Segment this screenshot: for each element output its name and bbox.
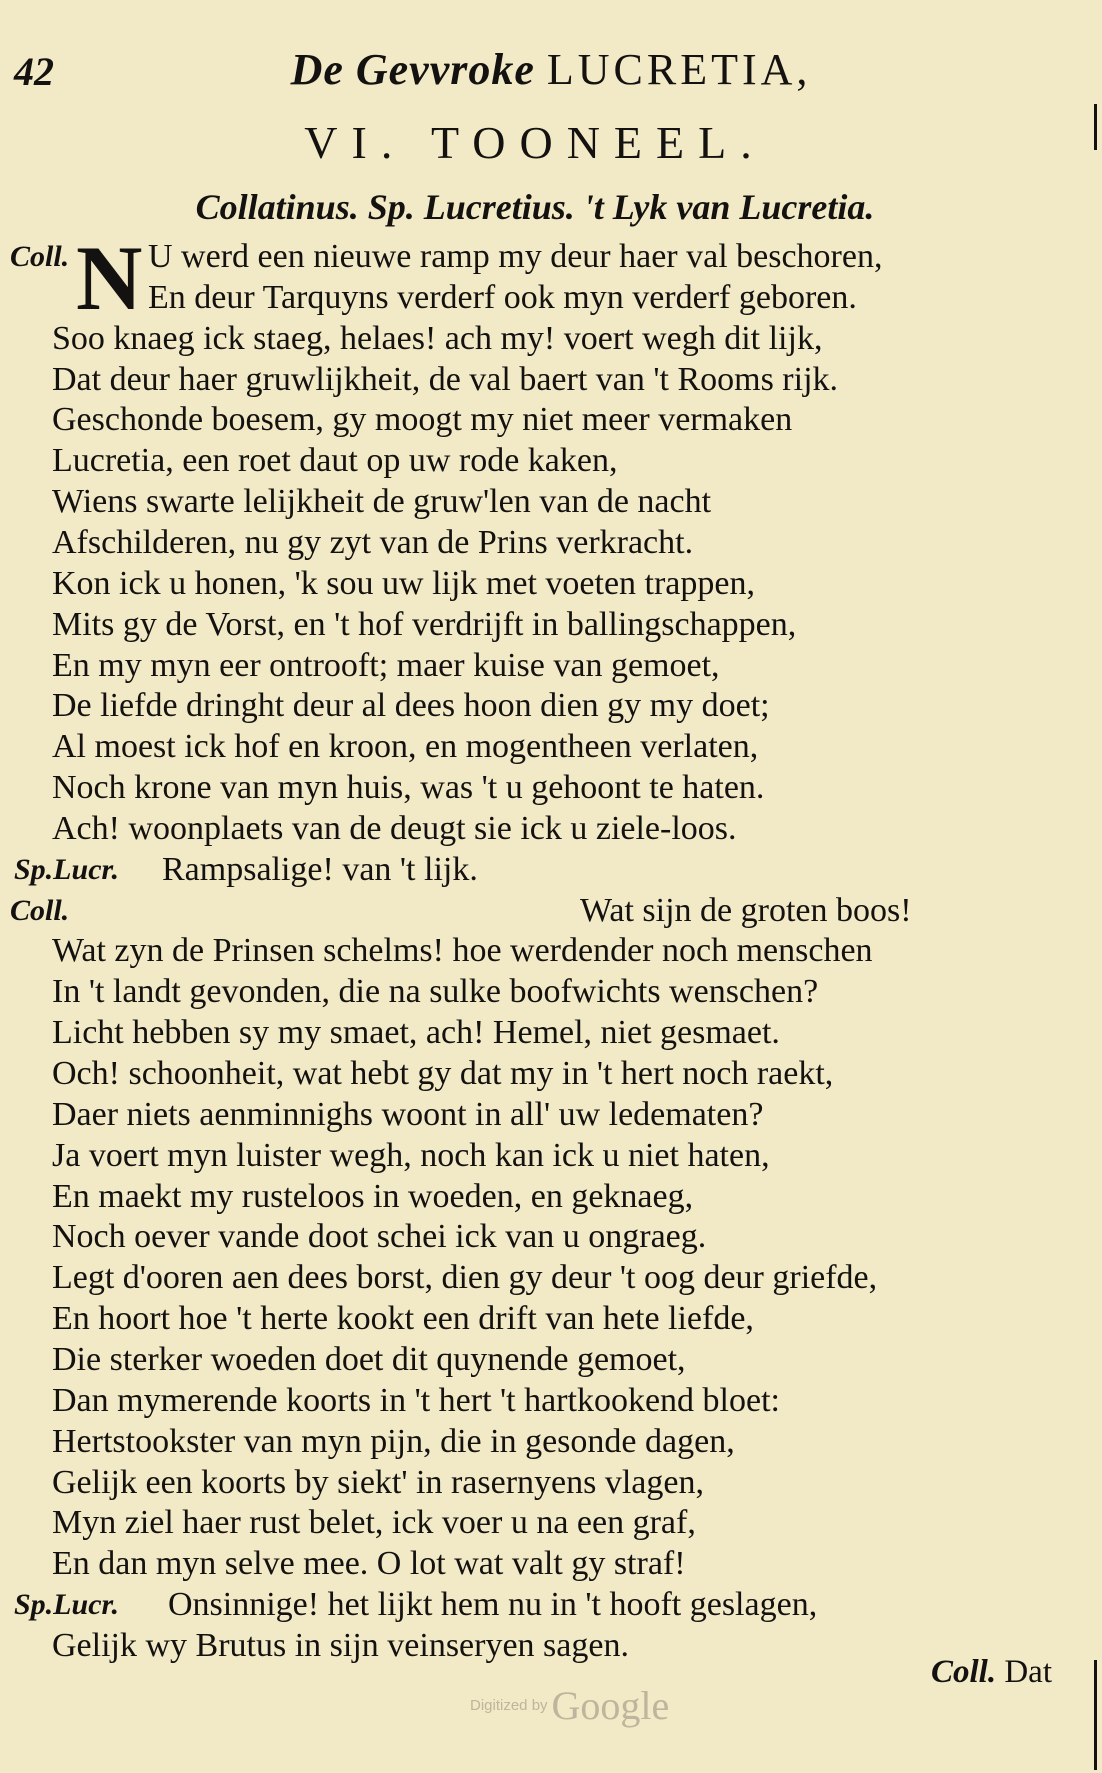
speaker-label: Coll. bbox=[10, 240, 70, 273]
verse-line: Gelijk wy Brutus in sijn veinseryen sagen. bbox=[52, 1626, 629, 1664]
verse-line: En my myn eer ontrooft; maer kuise van gemoet, bbox=[52, 646, 720, 684]
verse-line: Dat deur haer gruwlijkheit, de val baert van 't Rooms rijk. bbox=[52, 360, 839, 398]
google-logo: Google bbox=[551, 1683, 670, 1728]
verse-line: En hoort hoe 't herte kookt een drift van hete liefde, bbox=[52, 1300, 754, 1338]
speaker-label: Sp.Lucr. bbox=[14, 852, 120, 886]
speaker-label: Sp.Lucr. bbox=[14, 1588, 120, 1622]
verse-line: Myn ziel haer rust belet, ick voer u na een graf, bbox=[52, 1504, 696, 1542]
verse-line: Wat zyn de Prinsen schelms! hoe werdender noch menschen bbox=[52, 932, 873, 970]
page-number: 42 bbox=[14, 49, 54, 94]
verse-line: Och! schoonheit, wat hebt gy dat my in 't hert noch raekt, bbox=[52, 1055, 834, 1092]
verse-line: Noch oever vande doot schei ick van u ongraeg. bbox=[52, 1218, 707, 1256]
verse-line: Wiens swarte lelijkheit de gruw'len van de nacht bbox=[52, 483, 712, 521]
verse-line: Geschonde boesem, gy moogt my niet meer vermaken bbox=[52, 401, 793, 439]
verse-line: De liefde dringht deur al dees hoon dien gy my doet; bbox=[52, 687, 770, 725]
cast-list: Collatinus. Sp. Lucretius. 't Lyk van Lucretia. bbox=[195, 187, 875, 227]
verse-line: Lucretia, een roet daut op uw rode kaken, bbox=[52, 442, 618, 480]
verse-line: Die sterker woeden doet dit quynende gemoet, bbox=[52, 1340, 686, 1378]
catchword-speaker: Coll. bbox=[930, 1654, 997, 1690]
verse-line: En maekt my rusteloos in woeden, en geknaeg, bbox=[52, 1177, 694, 1215]
verse-line: Hertstookster van myn pijn, die in gesonde dagen, bbox=[52, 1422, 735, 1460]
verse-line: Kon ick u honen, 'k sou uw lijk met voeten trappen, bbox=[52, 564, 755, 602]
verse-line: Daer niets aenminnighs woont in all' uw ledematen? bbox=[52, 1095, 764, 1133]
verse-line: En dan myn selve mee. O lot wat valt gy straf! bbox=[52, 1545, 686, 1583]
verse-line: Legt d'ooren aen dees borst, dien gy deur 't oog deur griefde, bbox=[52, 1259, 878, 1297]
verse-line: In 't landt gevonden, die na sulke boofwichts wenschen? bbox=[52, 973, 819, 1011]
verse-line: Onsinnige! het lijkt hem nu in 't hooft geslagen, bbox=[168, 1586, 818, 1624]
verse-line: Noch krone van myn huis, was 't u gehoont te haten. bbox=[52, 769, 765, 807]
running-head bbox=[0, 44, 1102, 95]
running-head-caps: LUCRETIA, bbox=[546, 45, 812, 94]
catchword bbox=[931, 1654, 1052, 1691]
speaker-label: Coll. bbox=[10, 893, 70, 927]
verse-line: Ach! woonplaets van de deugt sie ick u ziele-loos. bbox=[52, 809, 737, 847]
verse-line: En deur Tarquyns verderf ook myn verderf geboren. bbox=[148, 278, 857, 316]
scene-title: VI. TOONEEL. bbox=[304, 117, 766, 168]
verse-line: Al moest ick hof en kroon, en mogentheen verlaten, bbox=[52, 728, 759, 766]
digitized-watermark bbox=[470, 1682, 669, 1729]
verse-line: Mits gy de Vorst, en 't hof verdrijft in ballingschappen, bbox=[52, 605, 797, 643]
verse-line: Gelijk een koorts by siekt' in rasernyens vlagen, bbox=[52, 1463, 704, 1501]
verse-line: Soo knaeg ick staeg, helaes! ach my! voert wegh dit lijk, bbox=[52, 319, 823, 357]
watermark-prefix: Digitized by bbox=[470, 1697, 548, 1714]
verse-line: Rampsalige! van 't lijk. bbox=[162, 850, 478, 888]
catchword-word: Dat bbox=[1004, 1654, 1052, 1690]
verse-line: Wat sijn de groten boos! bbox=[580, 891, 912, 929]
drop-cap: N bbox=[76, 227, 143, 329]
right-edge-mark bbox=[1094, 104, 1097, 150]
right-edge-mark bbox=[1094, 1660, 1097, 1770]
verse-line: Afschilderen, nu gy zyt van de Prins verkracht. bbox=[52, 523, 694, 561]
verse-line: U werd een nieuwe ramp my deur haer val beschoren, bbox=[148, 238, 883, 275]
verse-line: Licht hebben sy my smaet, ach! Hemel, niet gesmaet. bbox=[52, 1014, 780, 1052]
running-head-italic: De Gevvroke bbox=[290, 45, 535, 94]
verse-line: Ja voert myn luister wegh, noch kan ick u niet haten, bbox=[52, 1136, 770, 1174]
verse-line: Dan mymerende koorts in 't hert 't hartkookend bloet: bbox=[52, 1381, 780, 1419]
